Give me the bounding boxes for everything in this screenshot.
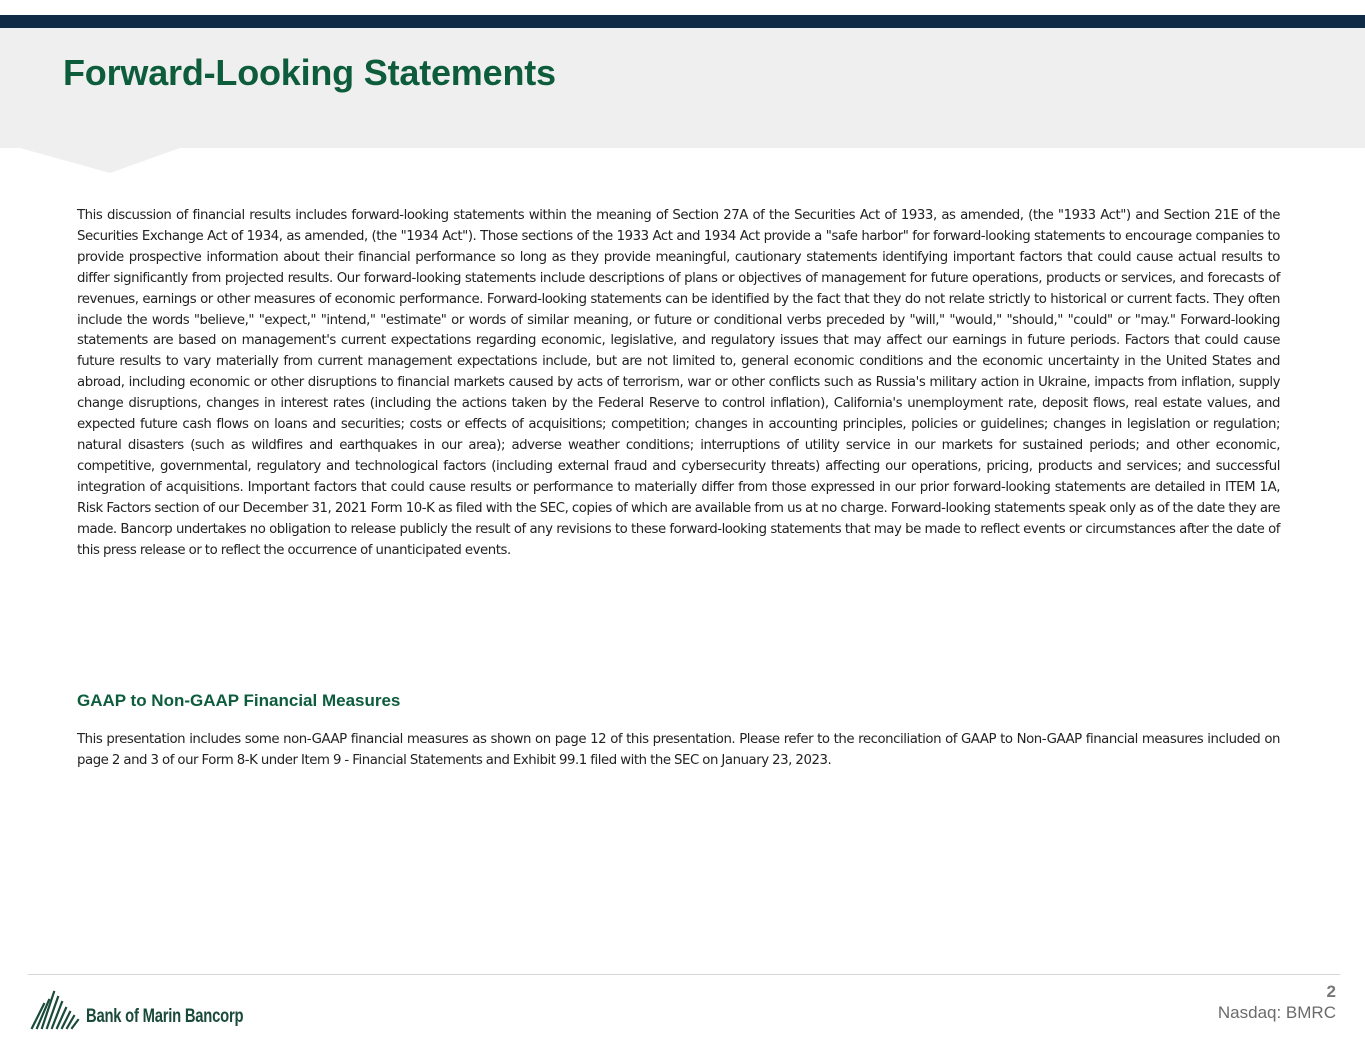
forward-looking-disclaimer: This discussion of financial results includes forward-looking statements within the meaning of Section 27A of the Securities Act of 1933, as amended, (the "1933 Act") and Section 21E of the Securities Exchange Act of 1934, as amended, (the "1934 Act"). Those sections of the 1933 Act and 1934 Act provide a "safe harbor" for forward-looking statements to encourage companies to provide prospective information about their financial performance so long as they provide meaningful, cautionary statements identifying important factors that could cause actual results to differ significantly from projected results. Our forward-looking statements include descriptions of plans or objectives of management for future operations, products or services, and forecasts of revenues, earnings or other measures of economic performance. Forward-looking statements can be identified by the fact that they do not relate strictly to historical or current facts. They often include the words "believe," "expect," "intend," "estimate" or words of similar meaning, or future or conditional verbs preceded by "will," "would," "should," "could" or "may." Forward-looking statements are based on management's current expectations regarding economic, legislative, and regulatory issues that may affect our earnings in future periods. Factors that could cause future results to vary materially from current management expectations include, but are not limited to, general economic conditions and the economic uncertainty in the United States and abroad, including economic or other disruptions to financial markets caused by acts of terrorism, war or other conflicts such as Russia's military action in Ukraine, impacts from inflation, supply change disruptions, changes in interest rates (including the actions taken by the Federal Reserve to control inflation), California's unemployment rate, deposit flows, real estate values, and expected future cash flows on loans and securities; costs or effects of acquisitions; competition; changes in accounting principles, policies or guidelines; changes in legislation or regulation; natural disasters (such as wildfires and earthquakes in our area); adverse weather conditions; interruptions of utility service in our markets for sustained periods; and other economic, competitive, governmental, regulatory and technological factors (including external fraud and cybersecurity threats) affecting our operations, pricing, products and services; and successful integration of acquisitions. Important factors that could cause results or performance to materially differ from those expressed in our prior forward-looking statements are detailed in ITEM 1A, Risk Factors section of our December 31, 2021 Form 10-K as filed with the SEC, copies of which are available from us at no charge. Forward-looking statements speak only as of the date they are made. Bancorp undertakes no obligation to release publicly the result of any revisions to these forward-looking statements that may be made to reflect events or circumstances after the date of this press release or to reflect the occurrence of unanticipated events. (77, 208, 1280, 558)
stock-ticker: Nasdaq: BMRC (1217, 1003, 1336, 1022)
page-number: 2 (1326, 982, 1336, 1001)
logo-wordmark: Bank of Marin Bancorp (86, 1006, 244, 1027)
bank-logo (30, 988, 288, 1030)
top-bar (0, 15, 1365, 28)
gaap-section-text: This presentation includes some non-GAAP financial measures as shown on page 12 of this presentation. Please refer to the reconciliation of GAAP to Non-GAAP financial measures included on page 2 and 3 of our Form 8-K under Item 9 - Financial Statements and Exhibit 99.1 filed with the SEC on January 23, 2023. (77, 732, 1280, 768)
page-title: Forward-Looking Statements (63, 52, 556, 93)
gaap-section-heading: GAAP to Non-GAAP Financial Measures (77, 691, 401, 710)
mountain-logo-icon (30, 988, 82, 1030)
footer-divider (28, 974, 1340, 975)
header-notch (0, 147, 200, 175)
